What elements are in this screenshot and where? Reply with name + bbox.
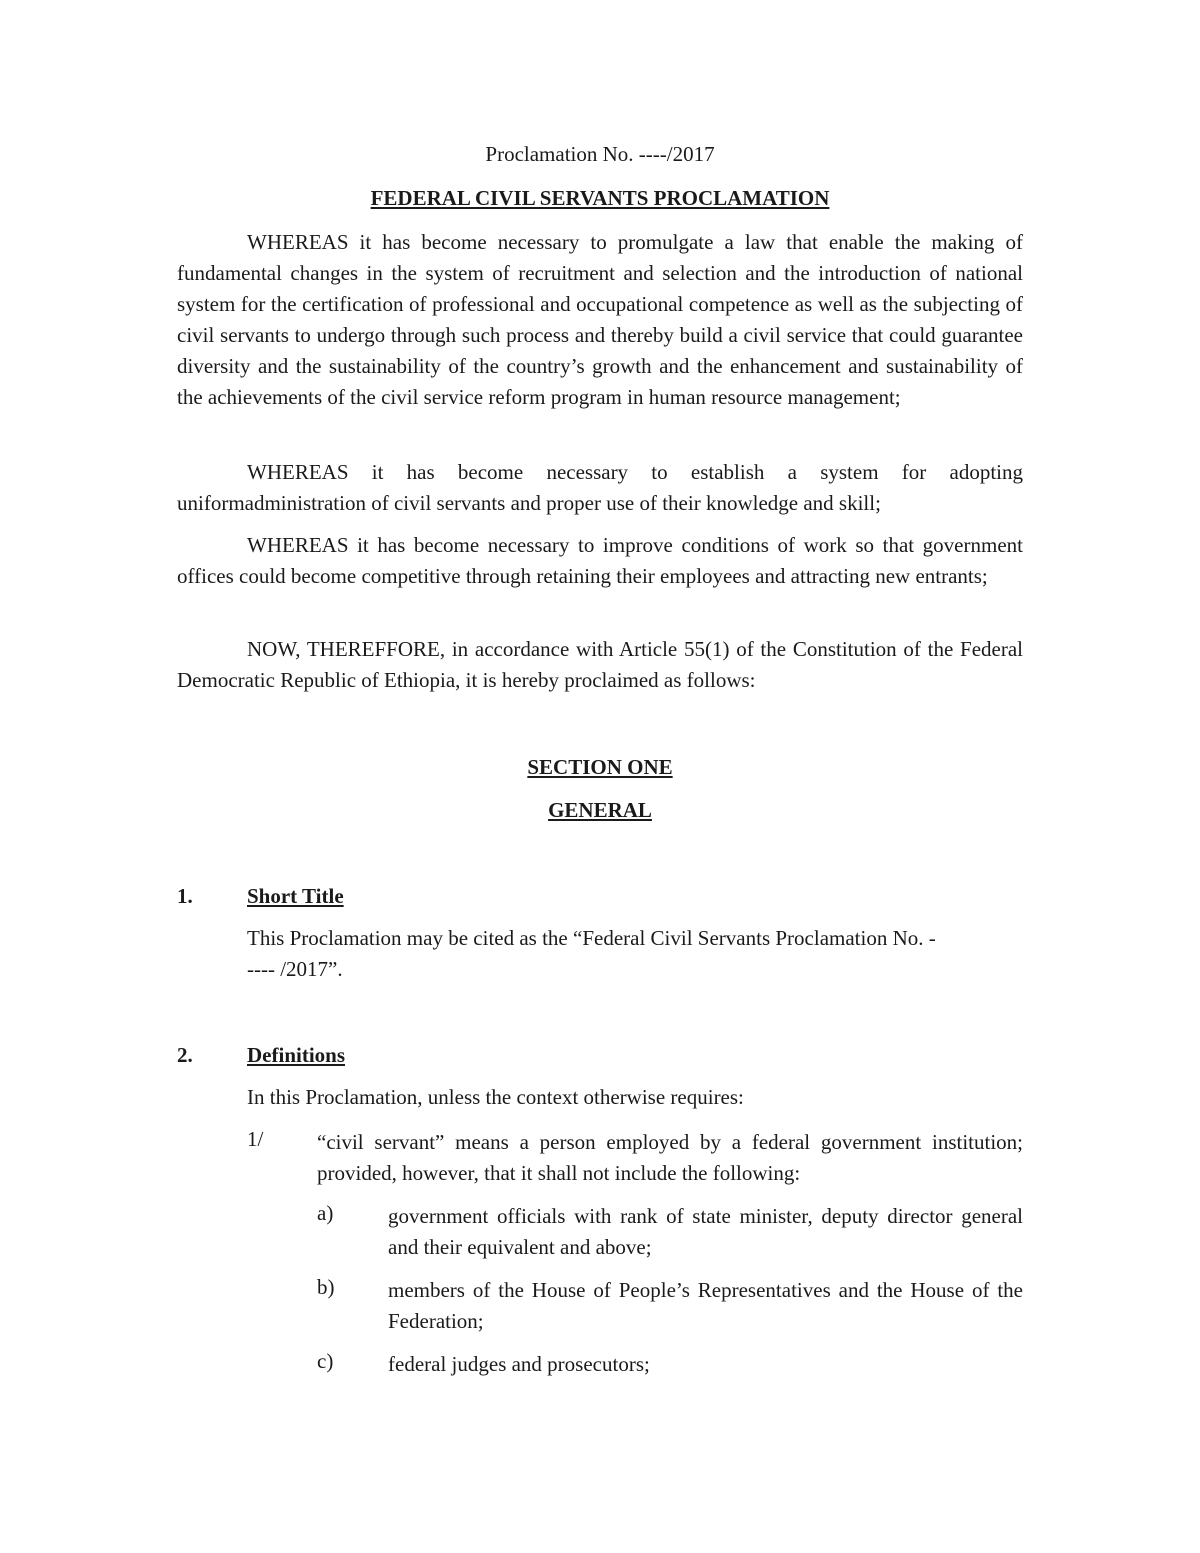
document-title: FEDERAL CIVIL SERVANTS PROCLAMATION [370,186,830,210]
sub-clause-number: 1/ [247,1127,264,1151]
list-item-b-text: members of the House of People’s Representatives and the House of the Federation; [388,1278,1023,1333]
sub-clause-text: “civil servant” means a person employed by a federal government institution; provided, however, that it shall not include the following: [317,1130,1023,1185]
proclamation-number: Proclamation No. ----/2017 [485,142,715,166]
list-item-a-text: government officials with rank of state minister, deputy director general and their equivalent and above; [388,1204,1023,1259]
article-1-heading: Short Title [247,884,344,908]
preamble-paragraph-1: WHEREAS it has become necessary to promulgate a law that enable the making of fundamental changes in the system of recruitment and selection and the introduction of national system for the certification of professional and occupational competence as well as the subjecting of civil servants to undergo through such process and thereby build a civil service that could guarantee diversity and the sustainability of the country’s growth and the enhancement and sustainability of the achievements of the civil service reform program in human resource management; [177,230,1023,409]
list-item-a-letter: a) [317,1201,334,1225]
preamble-paragraph-3: WHEREAS it has become necessary to improve conditions of work so that government offices could become competitive through retaining their employees and attracting new entrants; [177,533,1023,588]
article-2-intro: In this Proclamation, unless the context otherwise requires: [247,1085,744,1109]
list-item-c-letter: c) [317,1349,334,1373]
article-2-number: 2. [177,1043,193,1067]
list-item-c-text: federal judges and prosecutors; [388,1352,650,1376]
preamble-paragraph-4: NOW, THEREFFORE, in accordance with Article 55(1) of the Constitution of the Federal Democratic Republic of Ethiopia, it is hereby proclaimed as follows: [177,637,1023,692]
article-2-heading: Definitions [247,1043,346,1067]
article-1-text-line-1: This Proclamation may be cited as the “Federal Civil Servants Proclamation No. - [247,926,936,950]
article-1-text-line-2: ---- /2017”. [247,957,343,981]
list-item-b-letter: b) [317,1275,335,1299]
preamble-paragraph-2: WHEREAS it has become necessary to establish a system for adopting uniformadministration of civil servants and proper use of their knowledge and skill; [177,460,1023,515]
section-title: GENERAL [548,798,652,822]
article-1-number: 1. [177,884,193,908]
section-label: SECTION ONE [527,755,673,779]
